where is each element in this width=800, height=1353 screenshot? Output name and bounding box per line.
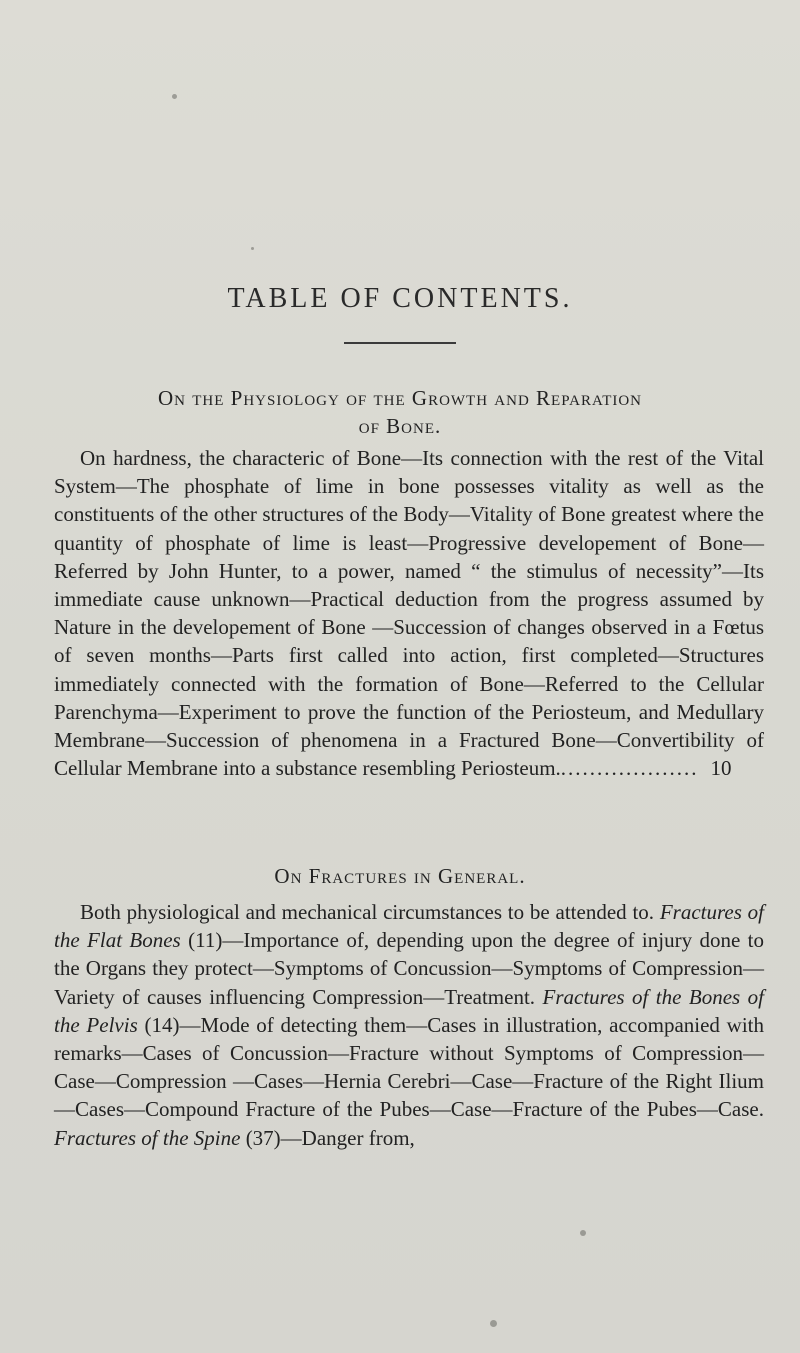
title-rule [344, 342, 456, 344]
section-text-a: Both physiological and mechanical circumstances to be attended to. [80, 900, 655, 924]
paper-speck [580, 1230, 586, 1236]
section-heading-bone-line2: of Bone. [358, 414, 442, 438]
paper-speck [251, 247, 254, 250]
section-text-c: (14)—Mode of detecting them—Cases in illustration, accompanied with remarks—Cases of Concussion—Fracture without Symptoms of Compression—Case—Compression —Cases—Hernia Cerebri—Case—Fracture of the Right Ilium—Cases—Compound Fracture of the Pubes—Case—Fracture of the Pubes—Case. [54, 1012, 765, 1122]
section-text: On hardness, the characteric of Bone—Its connection with the rest of the Vital System—The phosphate of lime in bone possesses vitality as well as the constituents of the other structures of the Body—Vitality of Bone greatest where the quantity of phosphate of lime is least—Progressive developement of Bone—Referred by John Hunter, to a power, named “ the stimulus of necessity”—Its immediate cause unknown—Practical deduction from the progress assumed by Nature in the developement of Bone —Succession of changes observed in a Fœtus of seven months—Parts first called into action, first completed—Structures immediately connected with the formation of Bone—Referred to the Cellular Parenchyma—Experiment to prove the function of the Periosteum, and Medullary Membrane—Succession of phenomena in a Fractured Bone—Convertibility of Cellular Membrane into a substance resembling Periosteum. [54, 446, 764, 781]
paper-speck [172, 94, 177, 99]
page-title: TABLE OF CONTENTS. [227, 283, 573, 314]
section-heading-bone: On the Physiology of the Growth and Reparation [157, 386, 643, 410]
section-heading-fractures: On Fractures in General. [274, 864, 526, 888]
section-text-b: (11)—Importance of, depending upon the degree of injury done to the Organs they protect—Symptoms of Concussion—Symptoms of Compression—Variety of causes influencing Compression—Treatment. [54, 928, 765, 1009]
italic-heading-flat-bones: Fractures of the Flat Bones [54, 900, 764, 953]
paper-speck [490, 1320, 497, 1327]
page-number: 10 [710, 756, 732, 781]
italic-heading-spine: Fractures of the Spine [54, 1125, 241, 1150]
dot-leader: ................... [560, 756, 699, 781]
section-text-d: (37)—Danger from, [245, 1125, 415, 1150]
italic-heading-pelvis: Fractures of the Bones of the Pelvis [54, 984, 765, 1037]
section-body-bone [54, 444, 764, 782]
section-body-fractures [54, 898, 764, 1152]
